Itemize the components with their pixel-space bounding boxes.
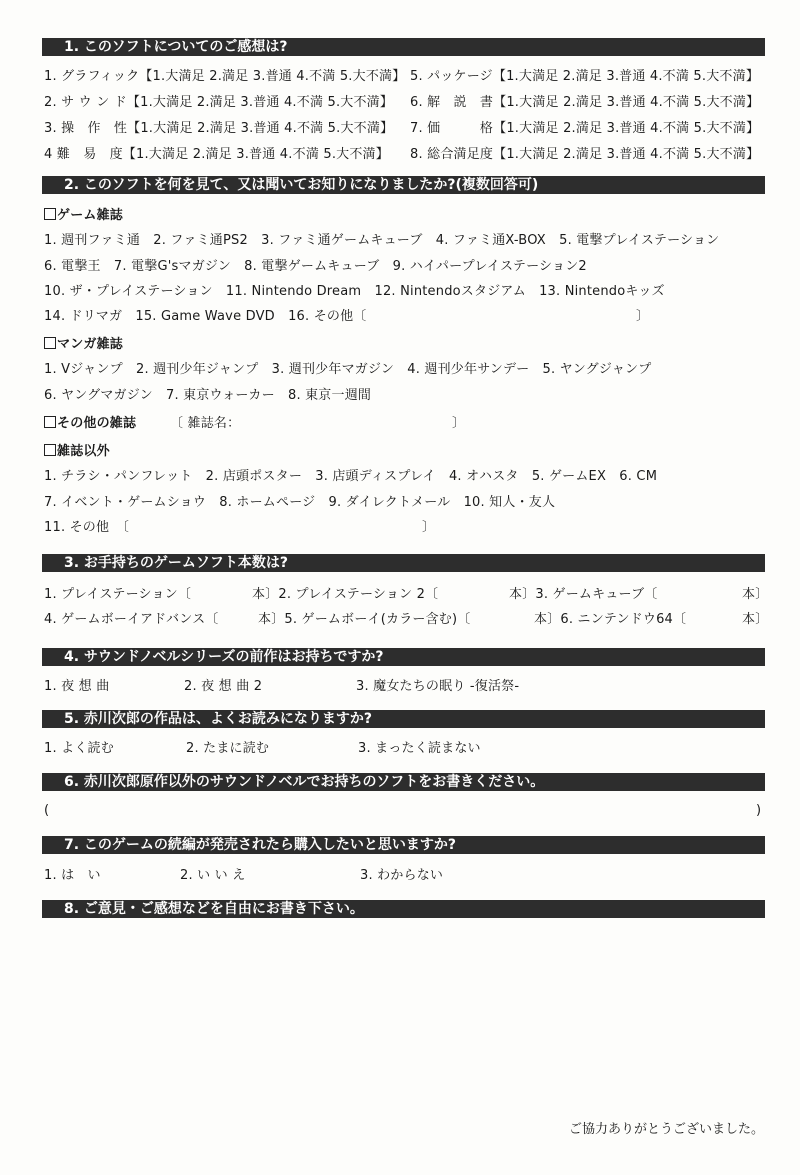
q3-row1-end: 本〕 xyxy=(742,587,769,602)
q1-item-graphics[interactable]: 1. グラフィック【1.大満足 2.満足 3.普通 4.不満 5.大不満】 xyxy=(44,69,406,84)
q3-gc-label[interactable]: 本〕3. ゲームキューブ〔 xyxy=(509,587,658,602)
q1-item-price[interactable]: 7. 価 格【1.大満足 2.満足 3.普通 4.不満 5.大不満】 xyxy=(410,121,760,136)
q2-non-mag-line-3[interactable]: 11. その他 〔 xyxy=(44,520,130,535)
q5-option-3[interactable]: 3. まったく読まない xyxy=(358,741,481,756)
q2-other-mag-label: その他の雑誌 xyxy=(57,416,137,431)
q3-gba-label[interactable]: 4. ゲームボーイアドバンス〔 xyxy=(44,612,219,627)
q1-item-manual[interactable]: 6. 解 説 書【1.大満足 2.満足 3.普通 4.不満 5.大不満】 xyxy=(410,95,760,110)
q2-non-mag-title xyxy=(44,443,110,461)
q8-header: 8. ご意見・ご感想などを自由にお書き下さい。 xyxy=(42,900,765,918)
q1-item-difficulty[interactable]: 4 難 易 度【1.大満足 2.満足 3.普通 4.不満 5.大不満】 xyxy=(44,147,389,162)
q2-game-mag-line-1[interactable]: 1. 週刊ファミ通 2. ファミ通PS2 3. ファミ通ゲームキューブ 4. ファミ通X-BOX 5. 電撃プレイステーション xyxy=(44,233,720,248)
q2-non-mag-line-2[interactable]: 7. イベント・ゲームショウ 8. ホームページ 9. ダイレクトメール 10. 知人・友人 xyxy=(44,495,556,510)
q2-non-mag-close: 〕 xyxy=(422,520,436,535)
q2-game-mag-close-bracket: 〕 xyxy=(636,309,650,324)
q2-game-mag-line-4[interactable]: 14. ドリマガ 15. Game Wave DVD 16. その他〔 xyxy=(44,309,367,324)
q2-manga-line-1[interactable]: 1. Vジャンプ 2. 週刊少年ジャンプ 3. 週刊少年マガジン 4. 週刊少年サンデー 5. ヤングジャンプ xyxy=(44,362,652,377)
checkbox-icon[interactable] xyxy=(44,416,56,428)
q6-header: 6. 赤川次郎原作以外のサウンドノベルでお持ちのソフトをお書きください。 xyxy=(42,773,765,791)
q7-option-yes[interactable]: 1. は い xyxy=(44,868,101,883)
q4-option-3[interactable]: 3. 魔女たちの眠り -復活祭- xyxy=(356,679,520,694)
q7-header: 7. このゲームの続編が発売されたら購入したいと思いますか? xyxy=(42,836,765,854)
q2-other-mag-field[interactable]: 〔 雑誌名： xyxy=(170,416,241,431)
q4-option-1[interactable]: 1. 夜 想 曲 xyxy=(44,679,110,694)
q3-ps2-label[interactable]: 本〕2. プレイステーション 2〔 xyxy=(252,587,439,602)
q2-game-mag-label: ゲーム雑誌 xyxy=(57,208,124,223)
q2-other-mag-close: 〕 xyxy=(452,416,466,431)
q4-option-2[interactable]: 2. 夜 想 曲 2 xyxy=(184,679,263,694)
q5-header: 5. 赤川次郎の作品は、よくお読みになりますか? xyxy=(42,710,765,728)
thanks-message: ご協力ありがとうございました。 xyxy=(568,1122,764,1137)
q6-open-paren: ( xyxy=(44,803,50,818)
q8-free-text-area[interactable] xyxy=(42,922,765,1102)
q4-header: 4. サウンドノベルシリーズの前作はお持ちですか? xyxy=(42,648,765,666)
q1-item-overall[interactable]: 8. 総合満足度【1.大満足 2.満足 3.普通 4.不満 5.大不満】 xyxy=(410,147,760,162)
q3-gb-label[interactable]: 本〕5. ゲームボーイ(カラー含む)〔 xyxy=(258,612,471,627)
checkbox-icon[interactable] xyxy=(44,444,56,456)
q7-option-unsure[interactable]: 3. わからない xyxy=(360,868,444,883)
q2-manga-title xyxy=(44,336,123,354)
checkbox-icon[interactable] xyxy=(44,337,56,349)
q2-game-mag-line-3[interactable]: 10. ザ・プレイステーション 11. Nintendo Dream 12. Nintendoスタジアム 13. Nintendoキッズ xyxy=(44,284,665,299)
q1-header: 1. このソフトについてのご感想は? xyxy=(42,38,765,56)
q3-ps-label[interactable]: 1. プレイステーション〔 xyxy=(44,587,192,602)
q5-option-2[interactable]: 2. たまに読む xyxy=(186,741,270,756)
q1-item-controls[interactable]: 3. 操 作 性【1.大満足 2.満足 3.普通 4.不満 5.大不満】 xyxy=(44,121,394,136)
q2-non-mag-label: 雑誌以外 xyxy=(57,444,110,459)
q2-manga-label: マンガ雑誌 xyxy=(57,337,124,352)
q3-header: 3. お手持ちのゲームソフト本数は? xyxy=(42,554,765,572)
q2-other-mag-title xyxy=(44,415,136,433)
q3-n64-label[interactable]: 本〕6. ニンテンドウ64〔 xyxy=(534,612,687,627)
checkbox-icon[interactable] xyxy=(44,208,56,220)
q1-item-sound[interactable]: 2. サ ウ ン ド【1.大満足 2.満足 3.普通 4.不満 5.大不満】 xyxy=(44,95,394,110)
q5-option-1[interactable]: 1. よく読む xyxy=(44,741,114,756)
q1-item-package[interactable]: 5. パッケージ【1.大満足 2.満足 3.普通 4.不満 5.大不満】 xyxy=(410,69,760,84)
q6-close-paren: ) xyxy=(756,803,762,818)
q2-game-mag-title xyxy=(44,207,123,225)
q2-game-mag-line-2[interactable]: 6. 電撃王 7. 電撃G'sマガジン 8. 電撃ゲームキューブ 9. ハイパープレイステーション2 xyxy=(44,259,587,274)
q2-manga-line-2[interactable]: 6. ヤングマガジン 7. 東京ウォーカー 8. 東京一週間 xyxy=(44,388,372,403)
q2-header: 2. このソフトを何を見て、又は聞いてお知りになりましたか?(複数回答可) xyxy=(42,176,765,194)
q3-row2-end: 本〕 xyxy=(742,612,769,627)
q2-non-mag-line-1[interactable]: 1. チラシ・パンフレット 2. 店頭ポスター 3. 店頭ディスプレイ 4. オハスタ 5. ゲームEX 6. CM xyxy=(44,469,658,484)
q7-option-no[interactable]: 2. い い え xyxy=(180,868,246,883)
